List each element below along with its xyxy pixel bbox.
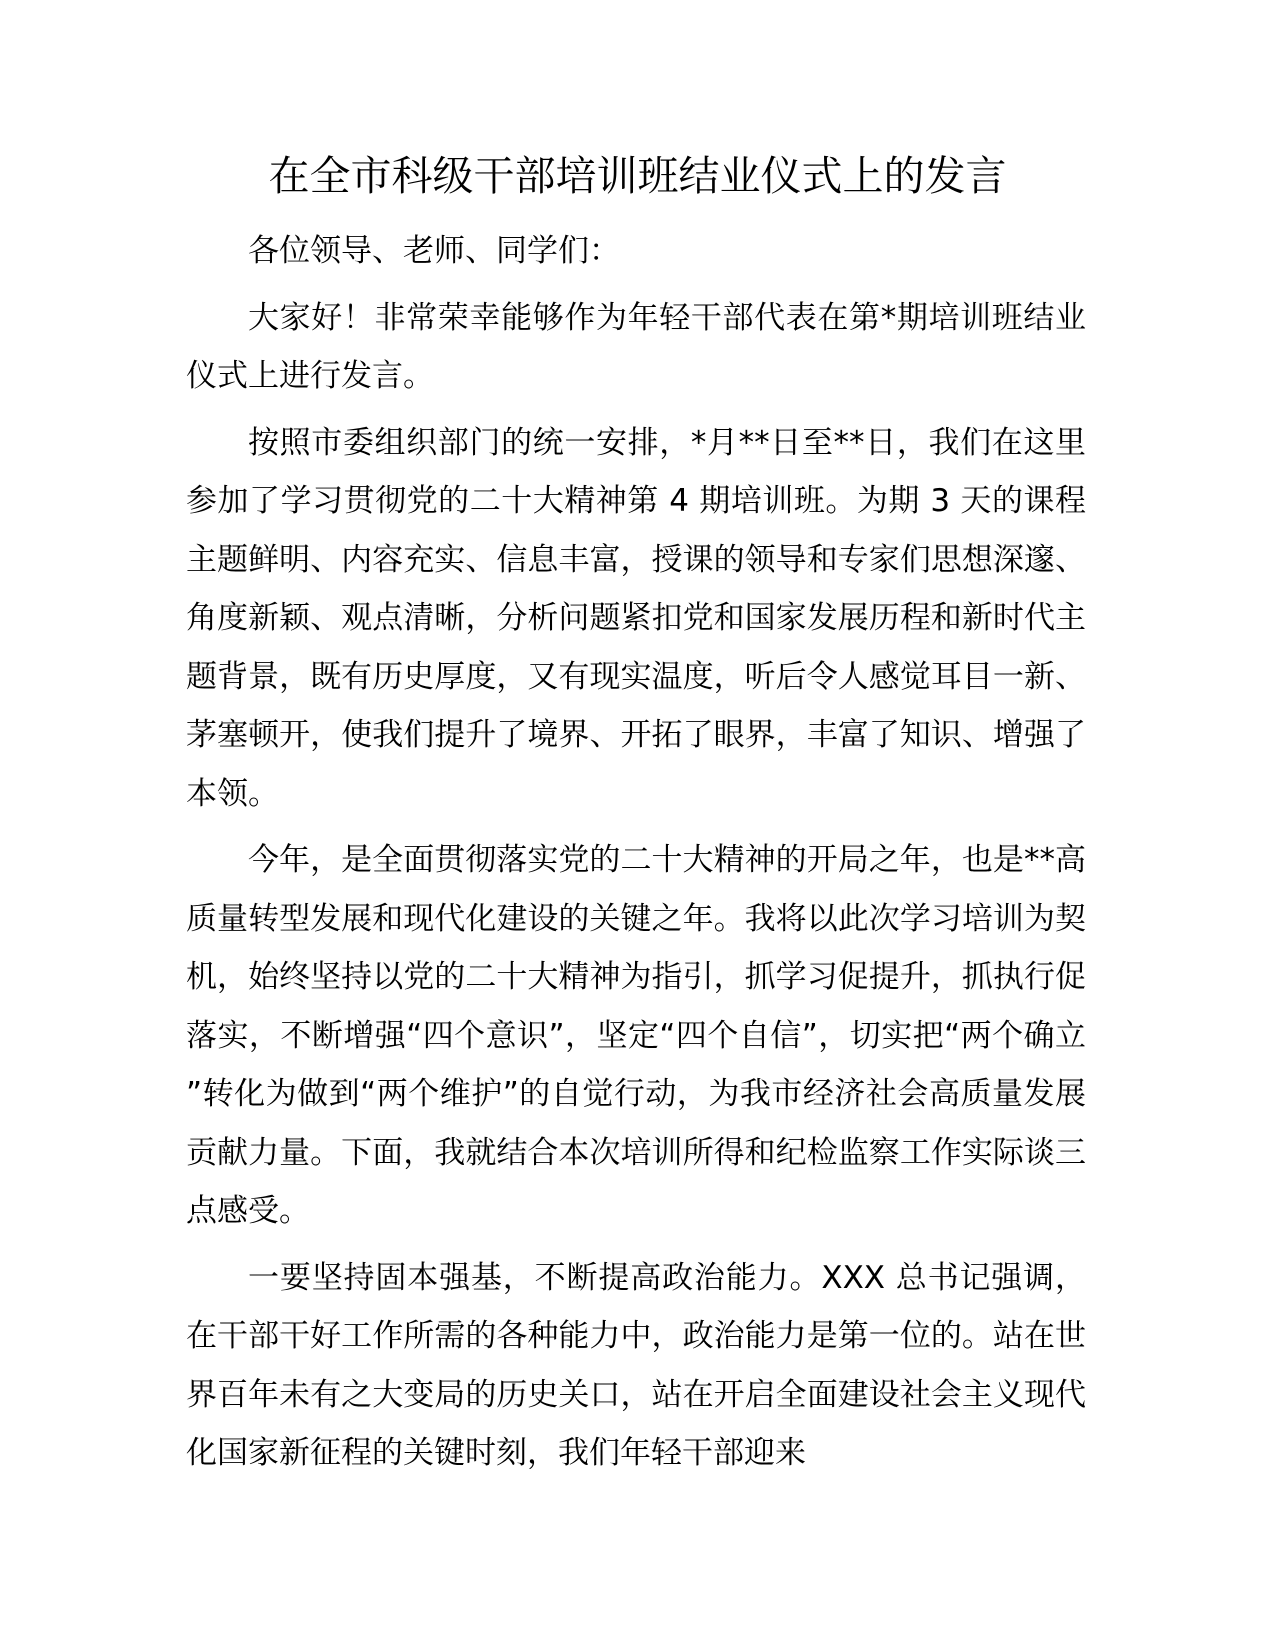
paragraph-greeting: 大家好！非常荣幸能够作为年轻干部代表在第*期培训班结业仪式上进行发言。 bbox=[186, 299, 1086, 394]
paragraph-commitment: 今年，是全面贯彻落实党的二十大精神的开局之年，也是**高质量转型发展和现代化建设的关键之年。我将以此次学习培训为契机，始终坚持以党的二十大精神为指引，抓学习促提升，抓执行促落实，不断增强“四个意识”，坚定“四个自信”，切实把“两个确立”转化为做到“两个维护”的自觉行动，为我市经济社会高质量发展贡献力量。下面，我就结合本次培训所得和纪检监察工作实际谈三点感受。 bbox=[186, 842, 1086, 1229]
document-body bbox=[186, 222, 1086, 1491]
paragraph-point-one: 一要坚持固本强基，不断提高政治能力。XXX 总书记强调，在干部干好工作所需的各种能力中，政治能力是第一位的。站在世界百年未有之大变局的历史关口，站在开启全面建设社会主义现代化国家新征程的关键时刻，我们年轻干部迎来 bbox=[186, 1259, 1086, 1471]
document-title: 在全市科级干部培训班结业仪式上的发言 bbox=[268, 152, 1007, 200]
salutation: 各位领导、老师、同学们： bbox=[248, 233, 620, 269]
paragraph-training-overview: 按照市委组织部门的统一安排，*月**日至**日，我们在这里参加了学习贯彻党的二十大精神第 4 期培训班。为期 3 天的课程主题鲜明、内容充实、信息丰富，授课的领导和专家们思想深邃、角度新颖、观点清晰，分析问题紧扣党和国家发展历程和新时代主题背景，既有历史厚度，又有现实温度，听后令人感觉耳目一新、茅塞顿开，使我们提升了境界、开拓了眼界，丰富了知识、增强了本领。 bbox=[186, 424, 1086, 812]
